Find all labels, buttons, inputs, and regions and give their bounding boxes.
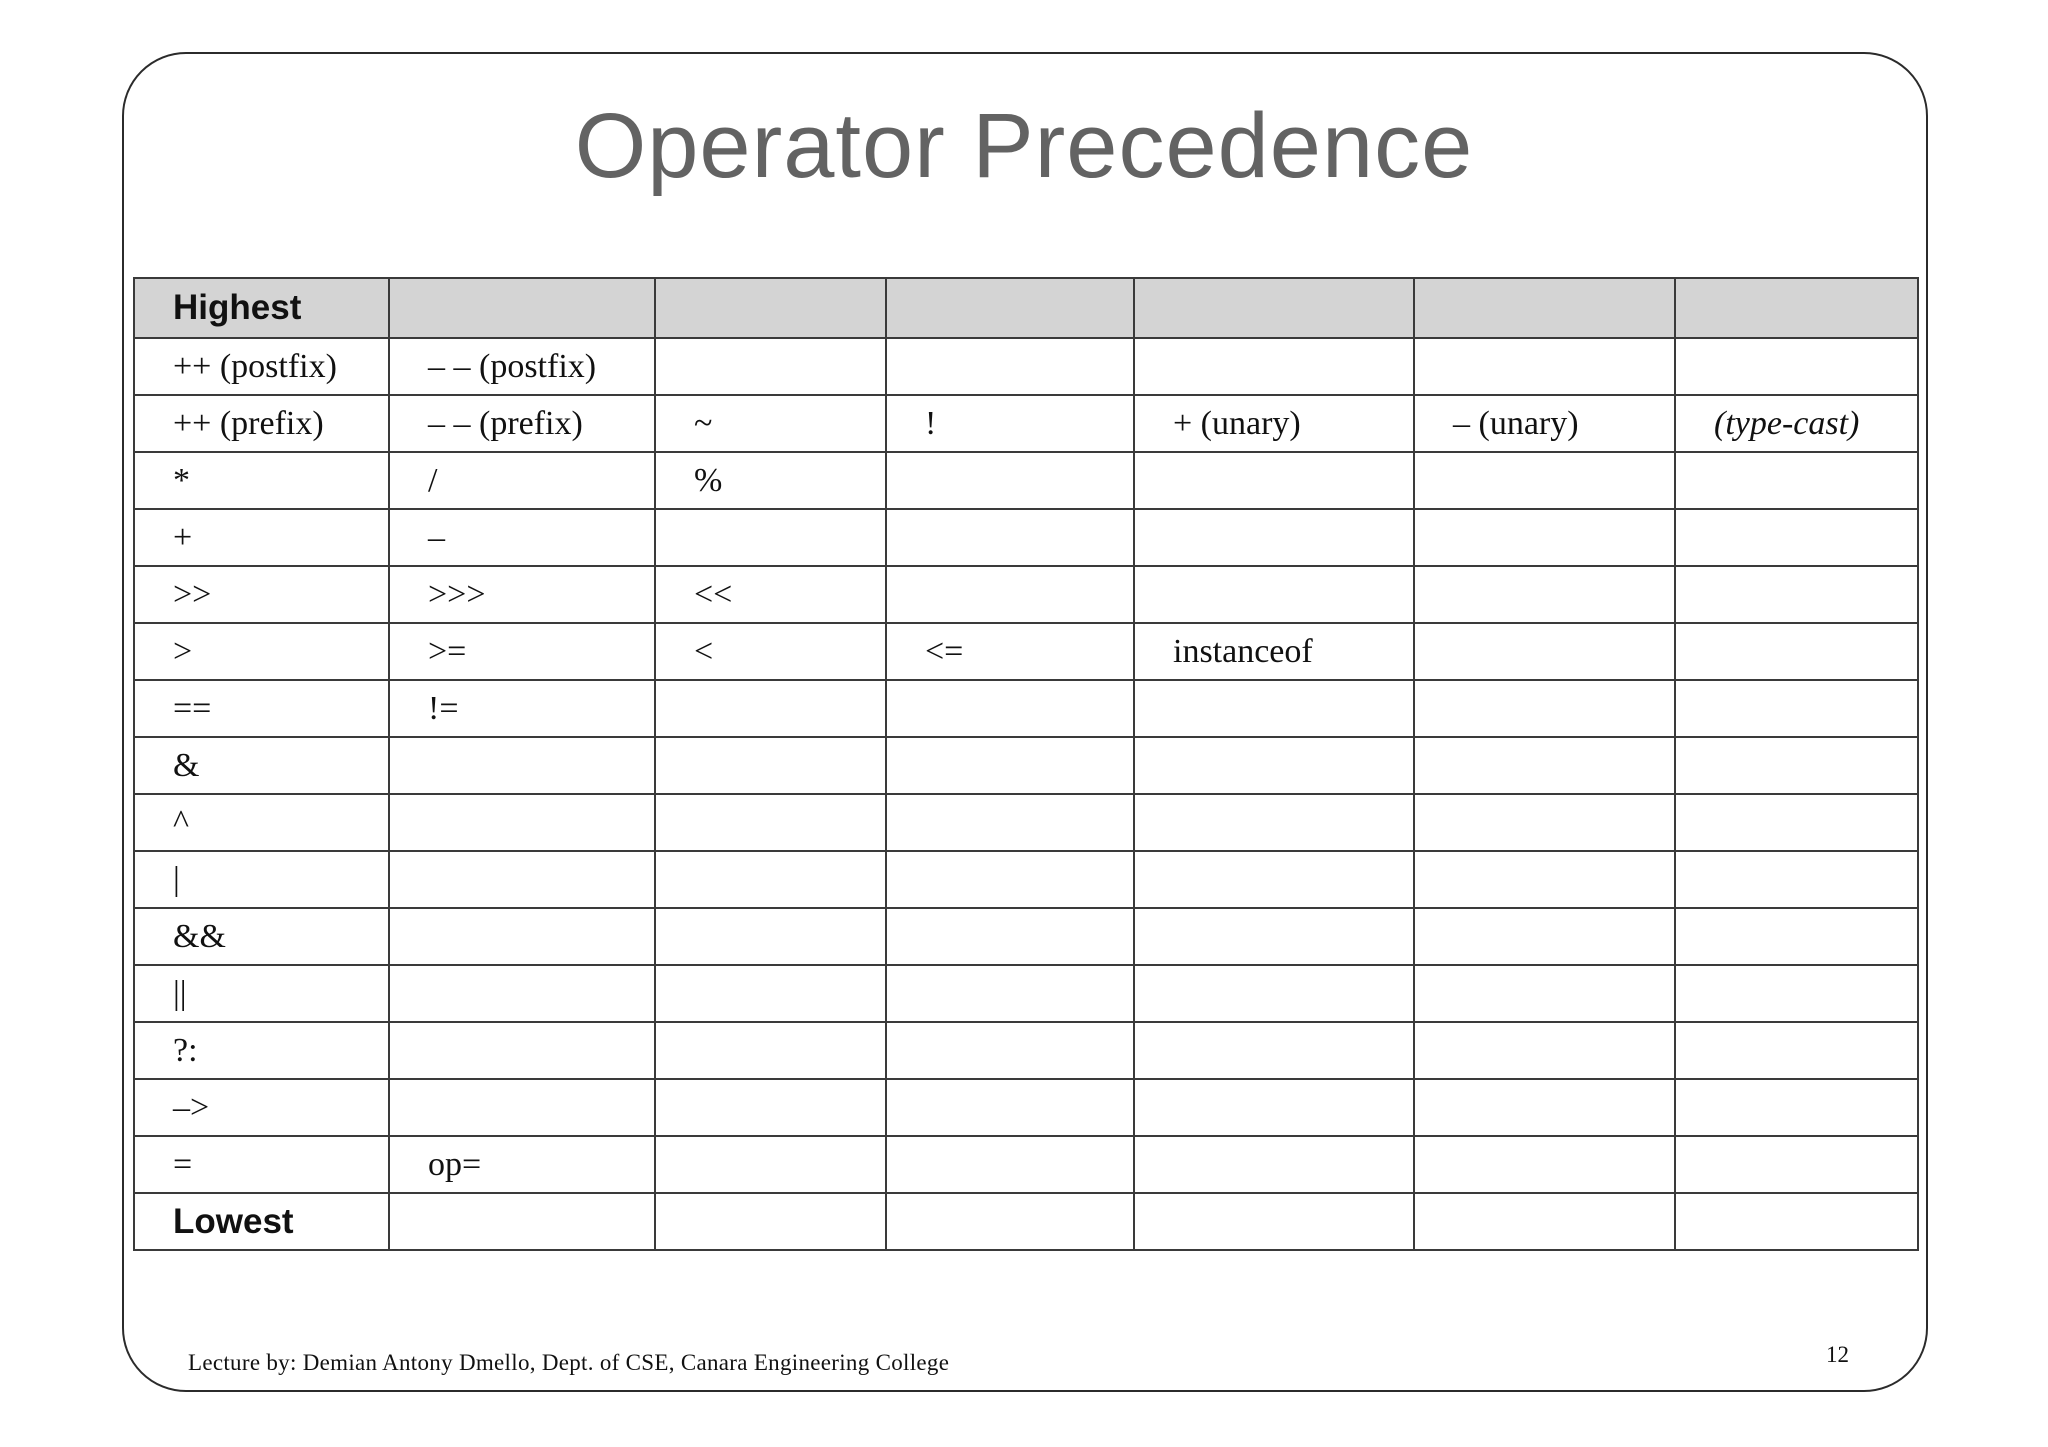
table-row [134, 965, 1918, 1022]
table-cell [886, 452, 1134, 509]
table-cell [1414, 566, 1675, 623]
table-cell [655, 1022, 886, 1079]
table-cell: – – (prefix) [389, 395, 655, 452]
table-cell: >>> [389, 566, 655, 623]
table-cell: + (unary) [1134, 395, 1414, 452]
table-cell [655, 1193, 886, 1250]
table-cell: op= [389, 1136, 655, 1193]
table-cell [1134, 566, 1414, 623]
table-cell: || [134, 965, 389, 1022]
table-cell [1134, 680, 1414, 737]
highest-label: Highest [134, 278, 389, 338]
header-row [134, 278, 1918, 338]
table-cell [1134, 1022, 1414, 1079]
slide-title: Operator Precedence [574, 95, 1474, 197]
table-cell: ?: [134, 1022, 389, 1079]
table-cell [1675, 1193, 1918, 1250]
table-cell [1414, 794, 1675, 851]
table-cell: <= [886, 623, 1134, 680]
table-cell [1675, 509, 1918, 566]
table-cell [1414, 509, 1675, 566]
table-cell [389, 851, 655, 908]
table-cell [886, 965, 1134, 1022]
table-cell: ++ (prefix) [134, 395, 389, 452]
table-cell [1675, 851, 1918, 908]
table-cell [1134, 965, 1414, 1022]
table-cell [1675, 566, 1918, 623]
table-row [134, 338, 1918, 395]
table-cell [655, 794, 886, 851]
table-cell [1134, 1136, 1414, 1193]
lowest-label: Lowest [134, 1193, 389, 1250]
table-cell [655, 851, 886, 908]
table-row [134, 452, 1918, 509]
table-cell [1414, 965, 1675, 1022]
table-cell [1414, 1193, 1675, 1250]
table-cell: / [389, 452, 655, 509]
table-cell [1675, 908, 1918, 965]
table-cell [1675, 338, 1918, 395]
table-cell [1414, 623, 1675, 680]
table-row [134, 395, 1918, 452]
table-cell [655, 965, 886, 1022]
table-cell [1675, 680, 1918, 737]
table-cell: >> [134, 566, 389, 623]
table-cell: < [655, 623, 886, 680]
table-cell [1675, 623, 1918, 680]
footer-credit: Lecture by: Demian Antony Dmello, Dept. of CSE, Canara Engineering College [188, 1350, 950, 1375]
table-cell [389, 1193, 655, 1250]
table-cell [1414, 1022, 1675, 1079]
table-cell [1414, 851, 1675, 908]
table-cell: –> [134, 1079, 389, 1136]
table-cell: & [134, 737, 389, 794]
table-cell [1134, 737, 1414, 794]
table-cell [886, 908, 1134, 965]
table-cell [1675, 1136, 1918, 1193]
table-cell [655, 680, 886, 737]
table-cell [1675, 1022, 1918, 1079]
table-cell: ++ (postfix) [134, 338, 389, 395]
table-cell: – – (postfix) [389, 338, 655, 395]
table-row [134, 794, 1918, 851]
table-cell [655, 737, 886, 794]
table-cell: != [389, 680, 655, 737]
table-cell [886, 1022, 1134, 1079]
table-cell: = [134, 1136, 389, 1193]
table-cell: && [134, 908, 389, 965]
table-cell [655, 509, 886, 566]
table-cell: ! [886, 395, 1134, 452]
table-cell [655, 908, 886, 965]
table-cell [886, 509, 1134, 566]
table-cell [1675, 965, 1918, 1022]
header-cell [1134, 278, 1414, 338]
page-number: 12 [1826, 1342, 1849, 1367]
table-row [134, 908, 1918, 965]
table-cell [1414, 908, 1675, 965]
table-cell: – [389, 509, 655, 566]
header-cell [389, 278, 655, 338]
table-row [134, 680, 1918, 737]
table-cell: * [134, 452, 389, 509]
table-cell [886, 566, 1134, 623]
table-row [134, 851, 1918, 908]
table-cell [1414, 737, 1675, 794]
header-cell [655, 278, 886, 338]
table-cell [1134, 851, 1414, 908]
table-cell [1414, 452, 1675, 509]
table-cell [389, 1079, 655, 1136]
table-cell: << [655, 566, 886, 623]
table-cell: ^ [134, 794, 389, 851]
table-cell [1134, 452, 1414, 509]
table-cell [886, 1193, 1134, 1250]
table-cell: instanceof [1134, 623, 1414, 680]
table-row [134, 737, 1918, 794]
table-cell [389, 737, 655, 794]
table-cell [886, 794, 1134, 851]
table-cell [655, 1079, 886, 1136]
table-cell [1675, 1079, 1918, 1136]
table-cell [389, 908, 655, 965]
table-row [134, 566, 1918, 623]
table-cell [886, 338, 1134, 395]
table-cell: + [134, 509, 389, 566]
table-cell: ~ [655, 395, 886, 452]
table-cell [1414, 680, 1675, 737]
table-row [134, 1079, 1918, 1136]
table-cell [1675, 452, 1918, 509]
type-cast-cell: (type-cast) [1675, 395, 1918, 452]
header-cell [1414, 278, 1675, 338]
table-cell [1414, 338, 1675, 395]
table-cell: – (unary) [1414, 395, 1675, 452]
table-cell [886, 851, 1134, 908]
footer-row [134, 1193, 1918, 1250]
table-cell [389, 965, 655, 1022]
table-cell [886, 737, 1134, 794]
table-row [134, 623, 1918, 680]
table-cell [886, 1136, 1134, 1193]
table-cell: | [134, 851, 389, 908]
table-cell [1134, 1079, 1414, 1136]
table-cell [1675, 794, 1918, 851]
table-row [134, 509, 1918, 566]
table-cell [1134, 1193, 1414, 1250]
header-cell [886, 278, 1134, 338]
table-cell [389, 794, 655, 851]
table-cell [655, 1136, 886, 1193]
table-cell [1134, 908, 1414, 965]
header-cell [1675, 278, 1918, 338]
table-cell [1134, 509, 1414, 566]
table-cell [389, 1022, 655, 1079]
table-cell: == [134, 680, 389, 737]
table-row [134, 1136, 1918, 1193]
table-cell: % [655, 452, 886, 509]
table-cell [1675, 737, 1918, 794]
table-cell: > [134, 623, 389, 680]
table-cell [1414, 1079, 1675, 1136]
table-cell: >= [389, 623, 655, 680]
table-cell [655, 338, 886, 395]
table-cell [1134, 338, 1414, 395]
table-cell [886, 680, 1134, 737]
table-cell [1414, 1136, 1675, 1193]
operator-precedence-table [133, 277, 1919, 1251]
table-cell [886, 1079, 1134, 1136]
table-row [134, 1022, 1918, 1079]
table-cell [1134, 794, 1414, 851]
